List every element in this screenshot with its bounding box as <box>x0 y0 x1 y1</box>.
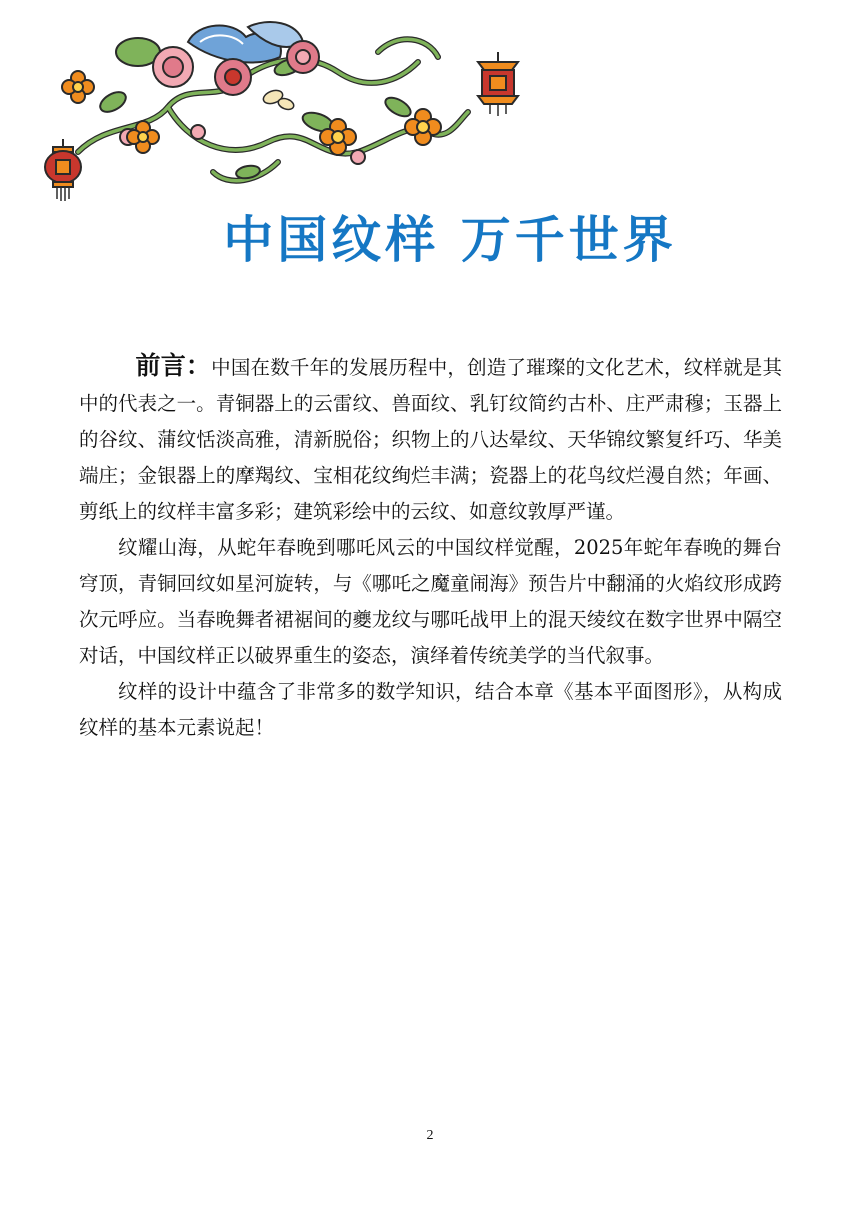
preface-label: 前言： <box>135 351 212 380</box>
preface-paragraph-3: 纹样的设计中蕴含了非常多的数学知识，结合本章《基本平面图形》，从构成纹样的基本元素说起！ <box>79 680 782 739</box>
preface-paragraph-2: 纹耀山海，从蛇年春晚到哪吒风云的中国纹样觉醒，2025年蛇年春晚的舞台穹顶，青铜回纹如星河旋转，与《哪吒之魔童闹海》预告片中翻涌的火焰纹形成跨次元呼应。当春晚舞者裙裾间的夔龙纹与哪吒战甲上的混天绫纹在数字世界中隔空对话，中国纹样正以破界重生的姿态，演绎着传统美学的当代叙事。 <box>79 536 782 667</box>
page-title: 中国纹样 万千世界 <box>223 211 677 269</box>
preface-paragraph-1 <box>79 348 782 530</box>
preface-body <box>79 348 782 746</box>
floral-ornament-icon <box>18 12 538 202</box>
page-number: 2 <box>426 1128 434 1143</box>
preface-paragraph-1-text: 中国在数千年的发展历程中，创造了璀璨的文化艺术，纹样就是其中的代表之一。青铜器上的云雷纹、兽面纹、乳钉纹简约古朴、庄严肃穆；玉器上的谷纹、蒲纹恬淡高雅，清新脱俗；织物上的八达晕纹、天华锦纹繁复纤巧、华美端庄；金银器上的摩羯纹、宝相花纹绚烂丰满；瓷器上的花鸟纹烂漫自然；年画、剪纸上的纹样丰富多彩；建筑彩绘中的云纹、如意纹敦厚严谨。 <box>79 356 782 523</box>
